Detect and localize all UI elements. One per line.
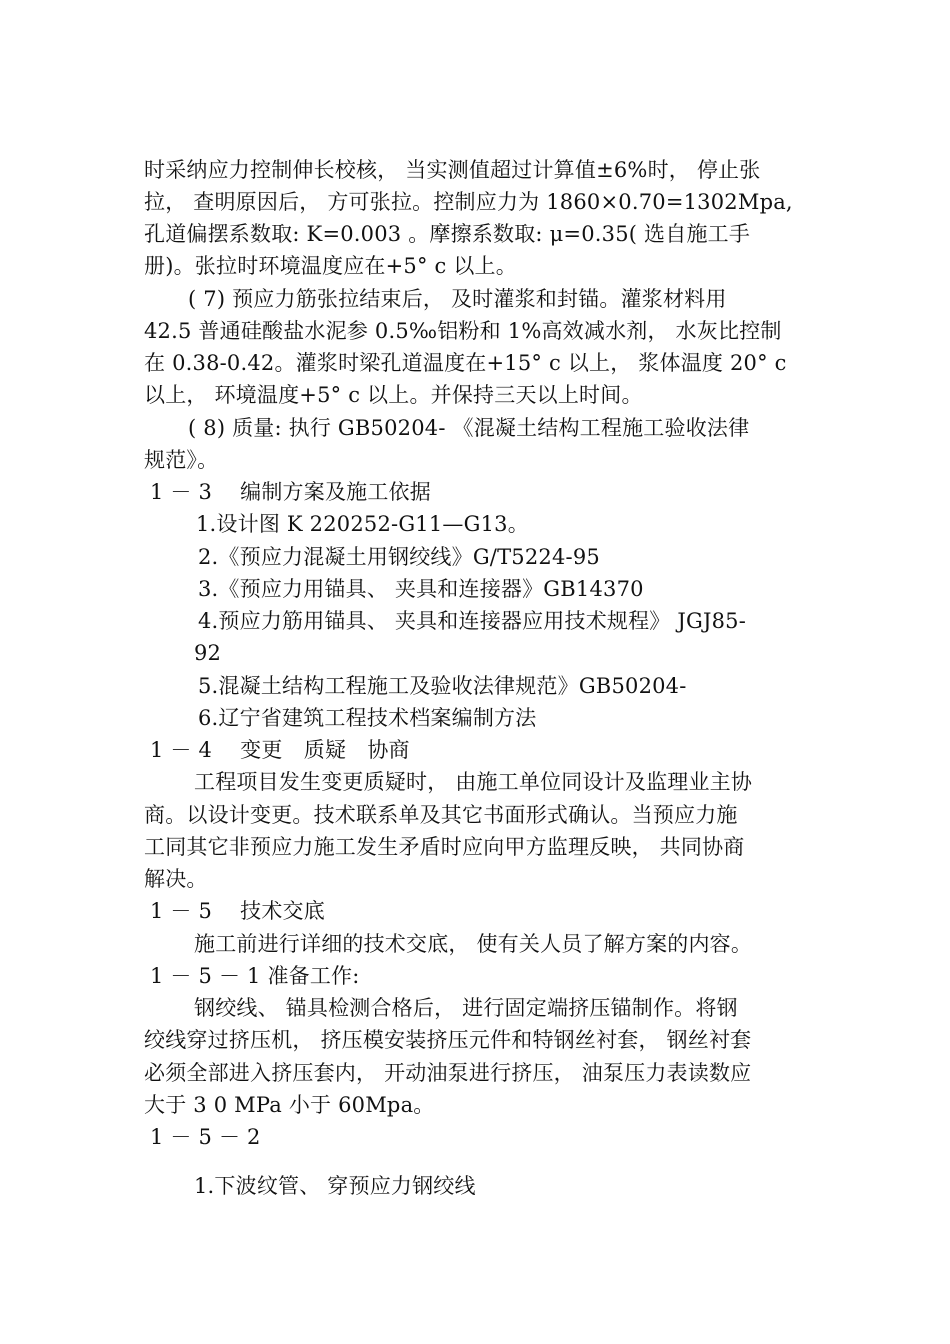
- text-line: 商。以设计变更。技术联系单及其它书面形式确认。当预应力施: [144, 803, 738, 827]
- text-line: 工程项目发生变更质疑时， 由施工单位同设计及监理业主协: [194, 770, 753, 794]
- list-item: 6.辽宁省建筑工程技术档案编制方法: [198, 706, 537, 730]
- section-heading: 1 － 4 变更 质疑 协商: [150, 738, 410, 762]
- list-item: 1.下波纹管、 穿预应力钢绞线: [194, 1174, 476, 1198]
- list-item: 5.混凝土结构工程施工及验收法律规范》GB50204-: [198, 674, 687, 698]
- section-heading: 1 － 5 － 2: [150, 1125, 261, 1149]
- list-item: 4.预应力筋用锚具、 夹具和连接器应用技术规程》 JGJ85-: [198, 609, 747, 633]
- text-line: ( 7) 预应力筋张拉结束后， 及时灌浆和封锚。灌浆材料用: [188, 287, 727, 311]
- text-line: 钢绞线、 锚具检测合格后， 进行固定端挤压锚制作。将钢: [194, 996, 738, 1020]
- text-line: 工同其它非预应力施工发生矛盾时应向甲方监理反映， 共同协商: [144, 835, 745, 859]
- text-line: 规范》。: [144, 448, 219, 472]
- text-line: 解决。: [144, 867, 208, 891]
- text-line: 拉， 查明原因后， 方可张拉。控制应力为 1860×0.70=1302Mpa,: [144, 190, 793, 214]
- text-line: 孔道偏摆系数取: K=0.003 。摩擦系数取: μ=0.35( 选自施工手: [144, 222, 751, 246]
- text-line: 在 0.38-0.42。灌浆时梁孔道温度在+15° c 以上， 浆体温度 20° c: [144, 351, 787, 375]
- section-heading: 1 － 5 － 1 准备工作:: [150, 964, 360, 988]
- list-item-continuation: 92: [194, 641, 222, 665]
- list-item: 1.设计图 K 220252-G11—G13。: [196, 512, 529, 536]
- text-line: 时采纳应力控制伸长校核， 当实测值超过计算值±6%时， 停止张: [144, 158, 761, 182]
- text-line: 册)。张拉时环境温度应在+5° c 以上。: [144, 254, 517, 278]
- text-line: 42.5 普通硅酸盐水泥参 0.5‰铝粉和 1%高效减水剂， 水灰比控制: [144, 319, 782, 343]
- text-line: 施工前进行详细的技术交底， 使有关人员了解方案的内容。: [194, 932, 753, 956]
- text-line: 必须全部进入挤压套内， 开动油泵进行挤压， 油泵压力表读数应: [144, 1061, 752, 1085]
- text-line: 大于 3 0 MPa 小于 60Mpa。: [144, 1093, 435, 1117]
- text-line: 绞线穿过挤压机， 挤压模安装挤压元件和特钢丝衬套， 钢丝衬套: [144, 1028, 752, 1052]
- list-item: 2.《预应力混凝土用钢绞线》G/T5224-95: [198, 545, 600, 569]
- text-line: ( 8) 质量: 执行 GB50204- 《混凝土结构工程施工验收法律: [188, 416, 750, 440]
- list-item: 3.《预应力用锚具、 夹具和连接器》GB14370: [198, 577, 644, 601]
- section-heading: 1 － 5 技术交底: [150, 899, 325, 923]
- section-heading: 1 － 3 编制方案及施工依据: [150, 480, 431, 504]
- text-line: 以上， 环境温度+5° c 以上。并保持三天以上时间。: [144, 383, 643, 407]
